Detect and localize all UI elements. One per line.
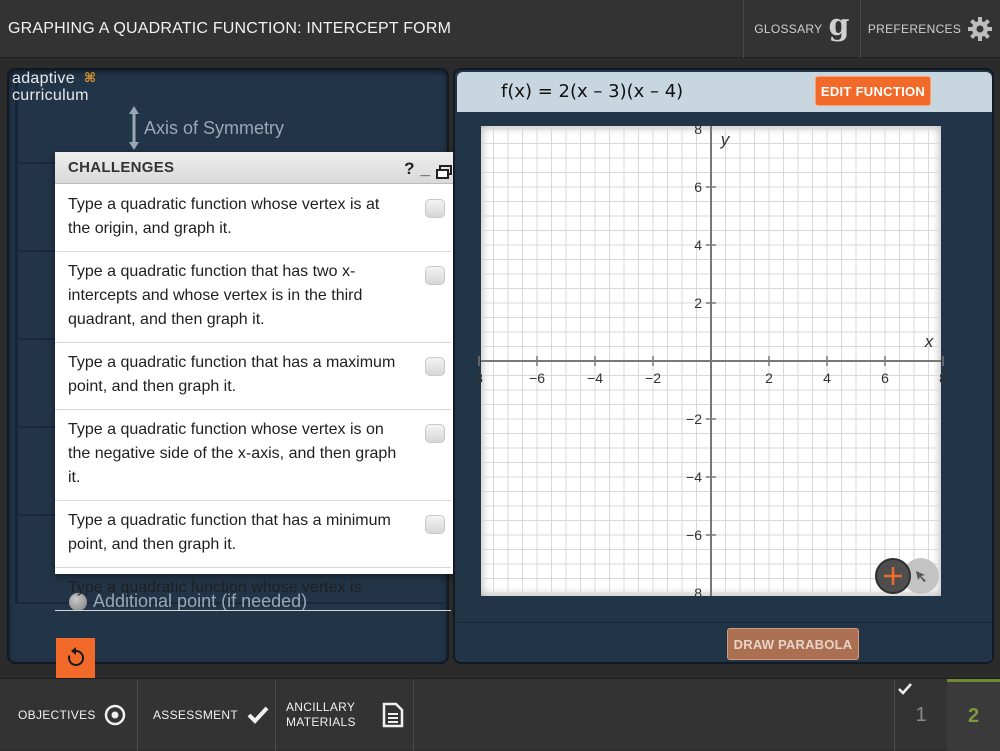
- page-1-button[interactable]: 1: [894, 679, 947, 751]
- minimize-icon[interactable]: _: [420, 159, 430, 178]
- challenges-header: [55, 152, 464, 184]
- challenges-list: [55, 185, 464, 611]
- help-icon[interactable]: ?: [404, 159, 415, 178]
- x-tick-label: 6: [881, 370, 889, 386]
- x-tick-label: 2: [765, 370, 773, 386]
- x-tick-label: −6: [529, 370, 545, 386]
- restore-window-icon[interactable]: [436, 165, 452, 179]
- reset-button[interactable]: [56, 638, 95, 678]
- challenge-checkbox[interactable]: [425, 199, 445, 218]
- y-tick-label: 6: [694, 179, 702, 195]
- glossary-label: GLOSSARY: [754, 22, 823, 36]
- x-tick-label: −4: [587, 370, 603, 386]
- challenge-item: [55, 501, 451, 568]
- graph-bottom-strip: [457, 622, 992, 660]
- function-bar: [457, 72, 992, 112]
- y-tick-label-top: 8: [694, 121, 702, 137]
- challenge-checkbox[interactable]: [425, 266, 445, 285]
- y-axis-label: y: [720, 130, 730, 149]
- challenge-checkbox[interactable]: [425, 424, 445, 443]
- x-axis-label: x: [924, 332, 934, 351]
- challenges-title: CHALLENGES: [68, 159, 175, 176]
- y-tick-label: 2: [694, 295, 702, 311]
- coordinate-graph[interactable]: [475, 121, 947, 601]
- challenge-text: Type a quadratic function that has a maximum point, and then graph it.: [68, 354, 396, 395]
- cursor-arrow-icon: [913, 568, 929, 584]
- challenge-item: [55, 343, 451, 410]
- top-bar: [0, 0, 1000, 58]
- graph-svg[interactable]: [475, 121, 947, 601]
- challenges-panel: [55, 152, 464, 596]
- challenge-item: [55, 410, 451, 501]
- objectives-button[interactable]: [0, 679, 138, 751]
- logo-mark-icon: ⌘: [84, 70, 97, 85]
- challenge-item: [55, 185, 451, 252]
- x-tick-label: 8: [939, 370, 947, 386]
- ancillary-label-line1: ANCILLARY: [286, 700, 356, 714]
- challenge-text: Type a quadratic function that has two x-intercepts and whose vertex is in the third quadrant, and then graph it.: [68, 263, 363, 328]
- challenge-text: Type a quadratic function whose vertex is at the origin, and graph it.: [68, 196, 380, 237]
- axis-of-symmetry-label: Axis of Symmetry: [144, 117, 285, 138]
- challenge-item: [55, 568, 451, 611]
- logo-line-2: curriculum: [12, 87, 89, 104]
- objectives-label: OBJECTIVES: [18, 708, 96, 722]
- y-tick-label: −2: [686, 411, 702, 427]
- axis-of-symmetry-tool[interactable]: [128, 106, 284, 150]
- y-tick-label: 4: [694, 237, 702, 253]
- x-tick-label: −2: [645, 370, 661, 386]
- bottom-bar: [0, 678, 1000, 750]
- document-icon: [382, 702, 404, 728]
- crosshair-icon: [882, 565, 904, 587]
- checkmark-icon: [246, 705, 270, 725]
- target-icon: [104, 704, 126, 726]
- app-title: GRAPHING A QUADRATIC FUNCTION: INTERCEPT FORM: [8, 20, 452, 37]
- y-tick-label-bottom: 8: [694, 585, 702, 601]
- y-tick-label: −6: [686, 527, 702, 543]
- challenge-text: Type a quadratic function whose vertex is on the negative side of the x-axis, and then graph it.: [68, 421, 397, 486]
- function-expression: f(x) = 2(x – 3)(x – 4): [501, 81, 684, 102]
- ancillary-label: [286, 700, 356, 730]
- vertical-double-arrow-icon: [128, 106, 140, 150]
- ancillary-materials-button[interactable]: [276, 679, 414, 751]
- x-tick-label: 4: [823, 370, 831, 386]
- challenge-item: [55, 252, 451, 343]
- challenge-checkbox[interactable]: [425, 357, 445, 376]
- edit-function-button[interactable]: EDIT FUNCTION: [815, 76, 931, 106]
- challenge-text: Type a quadratic function that has a minimum point, and then graph it.: [68, 512, 391, 553]
- graph-panel: [453, 68, 994, 664]
- glossary-button[interactable]: [743, 0, 860, 58]
- assessment-button[interactable]: [138, 679, 276, 751]
- logo-line-1: adaptive: [12, 70, 75, 87]
- assessment-label: ASSESSMENT: [153, 708, 239, 722]
- draw-parabola-button[interactable]: DRAW PARABOLA: [727, 628, 859, 660]
- preferences-label: PREFERENCES: [867, 22, 962, 36]
- x-tick-label: 8: [475, 370, 483, 386]
- y-tick-label: −4: [686, 469, 702, 485]
- challenge-checkbox[interactable]: [425, 515, 445, 534]
- page-2-button[interactable]: 2: [947, 679, 1000, 751]
- preferences-button[interactable]: [860, 0, 1000, 58]
- plot-point-tool-button[interactable]: [875, 558, 911, 594]
- glossary-icon: g: [828, 8, 850, 43]
- challenges-controls: [404, 159, 452, 179]
- adaptive-curriculum-logo: [12, 70, 104, 110]
- additional-point-label: Additional point (if needed): [93, 591, 308, 611]
- gear-icon: [967, 16, 993, 42]
- challenge-text: Type a quadratic function whose vertex is: [68, 579, 362, 596]
- ancillary-label-line2: MATERIALS: [286, 715, 356, 729]
- reset-icon: [65, 647, 87, 669]
